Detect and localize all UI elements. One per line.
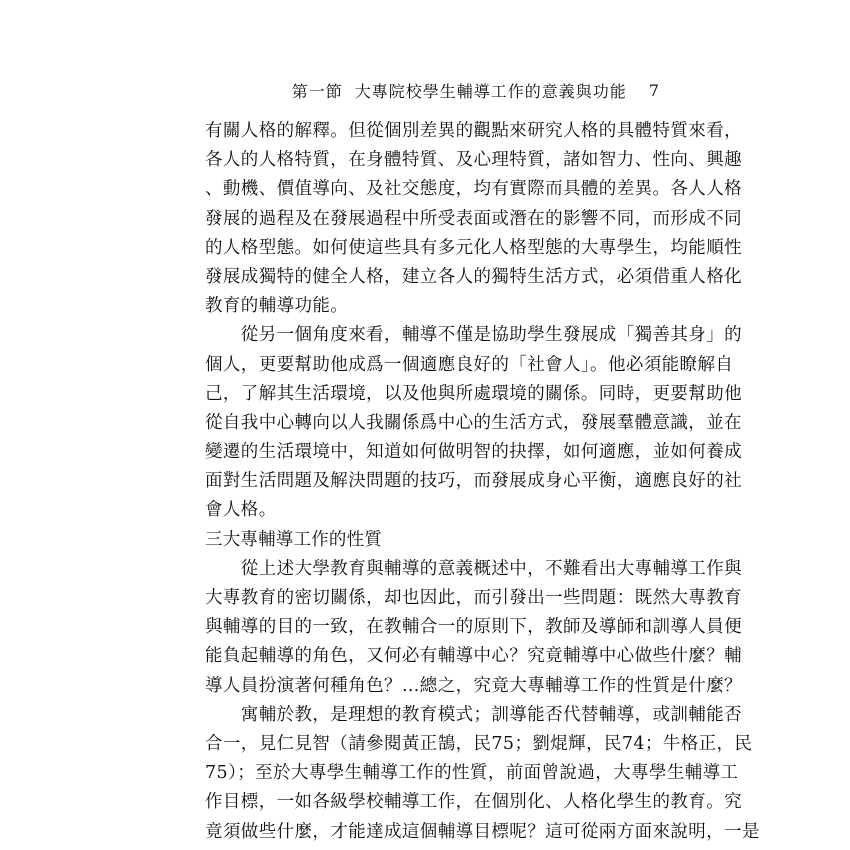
text-line: 合一，見仁見智（請參閱黃正鵠，民75；劉焜輝，民74；牛格正，民	[205, 733, 753, 754]
text-line: 會人格。	[205, 500, 277, 521]
text-line: 75）；至於大專學生輔導工作的性質，前面曾說過，大專學生輔導工	[205, 763, 739, 784]
text-line: 個人，更要幫助他成爲一個適應良好的「社會人」。他必須能瞭解自	[205, 354, 734, 375]
subsection-heading: 三大專輔導工作的性質	[205, 529, 382, 550]
text-line: 各人的人格特質，在身體特質、及心理特質，諸如智力、性向、興趣	[205, 150, 742, 171]
page-number: 7	[648, 80, 660, 100]
text-line: 寓輔於教，是理想的教育模式；訓導能否代替輔導，或訓輔能否	[205, 704, 742, 725]
text-line: 發展成獨特的健全人格，建立各人的獨特生活方式，必須借重人格化	[205, 266, 742, 287]
text-line: 、動機、價值導向、及社交態度，均有實際而具體的差異。各人人格	[205, 179, 742, 200]
text-line: 從上述大學教育與輔導的意義概述中，不難看出大專輔導工作與	[205, 558, 742, 579]
section-title: 大專院校學生輔導工作的意義與功能	[354, 81, 627, 101]
text-line: 作目標，一如各級學校輔導工作，在個別化、人格化學生的教育。究	[205, 792, 742, 813]
text-line: 導人員扮演著何種角色？…總之，究竟大專輔導工作的性質是什麼？	[205, 675, 742, 696]
text-line: 發展的過程及在發展過程中所受表面或潛在的影響不同，而形成不同	[205, 208, 742, 229]
text-line: 有關人格的解釋。但從個別差異的觀點來研究人格的具體特質來看，	[205, 121, 742, 141]
text-line: 大專教育的密切關係，却也因此，而引發出一些問題：既然大專教育	[205, 588, 742, 608]
text-line: 己，了解其生活環境，以及他與所處環境的關係。同時，更要幫助他	[205, 383, 742, 404]
text-line: 的人格型態。如何使這些具有多元化人格型態的大專學生，均能順性	[205, 237, 742, 258]
body-text	[205, 117, 760, 847]
text-line: 竟須做些什麼，才能達成這個輔導目標呢？這可從兩方面來說明，一是	[205, 821, 760, 842]
running-header	[291, 78, 660, 102]
text-line: 教育的輔導功能。	[205, 296, 349, 317]
text-line: 能負起輔導的角色，又何必有輔導中心？究竟輔導中心做些什麼？輔	[205, 646, 742, 667]
text-line: 從自我中心轉向以人我關係爲中心的生活方式，發展羣體意識，並在	[205, 412, 742, 433]
section-number: 第一節	[291, 81, 343, 101]
text-line: 面對生活問題及解決問題的技巧，而發展成身心平衡，適應良好的社	[205, 471, 742, 492]
text-line: 變遷的生活環境中，知道如何做明智的抉擇，如何適應，並如何養成	[205, 442, 742, 463]
text-line: 與輔導的目的一致，在教輔合一的原則下，教師及導師和訓導人員便	[205, 617, 742, 638]
text-line: 從另一個角度來看，輔導不僅是協助學生發展成「獨善其身」的	[205, 325, 742, 346]
